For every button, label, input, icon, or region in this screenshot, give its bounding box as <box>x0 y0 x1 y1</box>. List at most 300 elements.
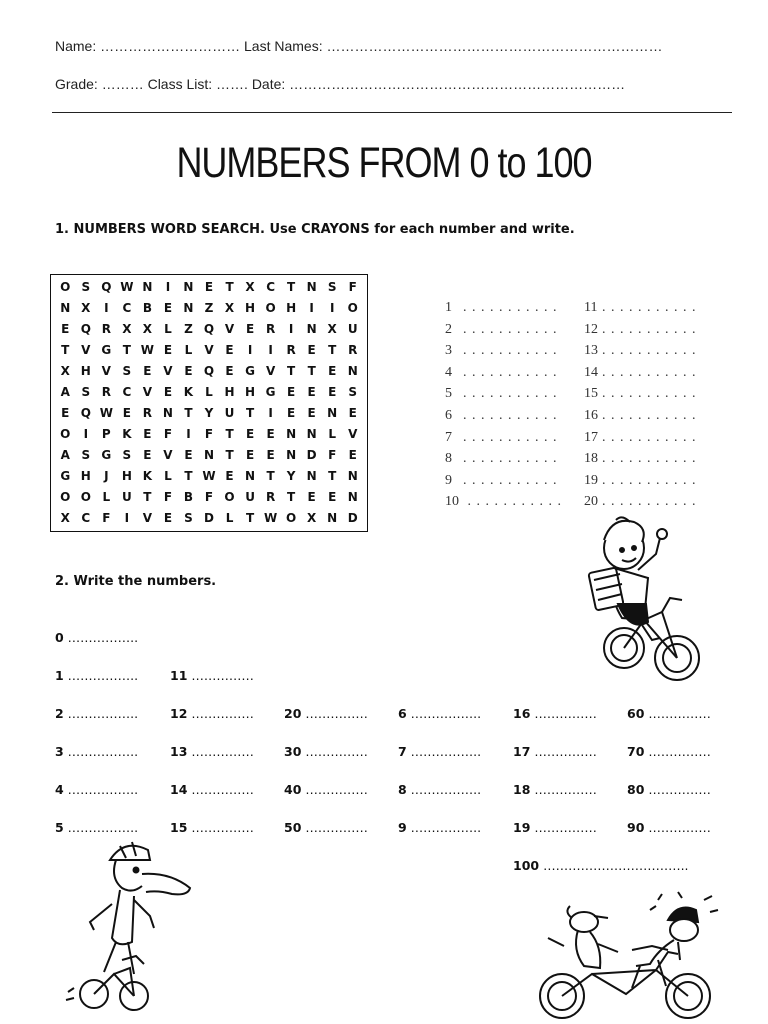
word-search-letter[interactable]: O <box>60 280 71 294</box>
write-number-blank[interactable]: …………… <box>530 820 597 835</box>
write-number-label: 0 <box>55 630 64 645</box>
write-number-item[interactable] <box>513 820 597 835</box>
write-number-blank[interactable]: …………….. <box>406 782 482 797</box>
write-number-item[interactable] <box>627 820 711 835</box>
word-search-letter[interactable]: E <box>122 406 131 420</box>
word-search-letter[interactable]: N <box>183 280 194 294</box>
write-number-item[interactable] <box>398 782 481 797</box>
word-search-letter[interactable]: K <box>122 427 132 441</box>
word-search-letter[interactable]: T <box>266 469 275 483</box>
word-search-letter[interactable]: W <box>140 343 155 357</box>
answer-blank-line[interactable] <box>584 300 697 316</box>
word-search-letter[interactable]: V <box>265 364 276 378</box>
word-search-letter[interactable]: A <box>60 448 70 462</box>
word-search-letter[interactable]: N <box>183 301 194 315</box>
word-search-letter[interactable]: Q <box>80 322 91 336</box>
word-search-letter[interactable]: F <box>163 427 173 441</box>
answer-blank-dots: . . . . . . . . . . . <box>463 494 562 510</box>
word-search-letter[interactable]: I <box>83 427 89 441</box>
write-number-label: 20 <box>284 706 302 721</box>
word-search-letter[interactable]: W <box>120 280 134 294</box>
write-number-blank[interactable]: …………… <box>644 706 711 721</box>
write-number-item[interactable] <box>55 820 138 835</box>
word-search-letter[interactable]: D <box>204 511 214 525</box>
write-number-blank[interactable]: …………… <box>644 782 711 797</box>
answer-blank-line[interactable] <box>445 494 562 510</box>
word-search-letter[interactable]: G <box>101 343 112 357</box>
word-search-letter[interactable]: I <box>247 343 253 357</box>
write-number-label: 8 <box>398 782 407 797</box>
write-number-blank[interactable]: …………… <box>301 820 368 835</box>
answer-blank-dots: . . . . . . . . . . . <box>463 472 558 488</box>
word-search-letter[interactable]: N <box>162 406 173 420</box>
word-search-letter[interactable]: E <box>307 385 316 399</box>
word-search-letter[interactable]: E <box>225 343 234 357</box>
word-search-letter[interactable]: E <box>61 406 70 420</box>
word-search-letter[interactable]: O <box>347 301 358 315</box>
answer-blank-number: 2 <box>445 321 452 337</box>
answer-blank-dots: . . . . . . . . . . . <box>602 364 697 380</box>
section2-heading: 2. Write the numbers. <box>55 574 217 589</box>
word-search-letter[interactable]: I <box>104 301 109 315</box>
write-number-label: 19 <box>513 820 531 835</box>
word-search-letter[interactable]: T <box>61 343 70 357</box>
word-search-letter[interactable]: N <box>347 469 358 483</box>
word-search-letter[interactable]: B <box>183 490 194 504</box>
write-number-item[interactable] <box>513 782 597 797</box>
word-search-letter[interactable]: F <box>204 490 214 504</box>
word-search-letter[interactable]: E <box>245 448 255 462</box>
answer-blank-dots: . . . . . . . . . . . <box>602 386 697 402</box>
word-search-letter[interactable]: I <box>329 301 335 315</box>
word-search-letter[interactable]: C <box>122 385 132 399</box>
word-search-letter[interactable]: L <box>328 427 337 441</box>
answer-blank-line[interactable] <box>445 365 558 381</box>
word-search-letter[interactable]: E <box>163 343 173 357</box>
word-search-letter[interactable]: F <box>163 490 173 504</box>
word-search-letter[interactable]: F <box>204 427 214 441</box>
word-search-letter[interactable]: H <box>245 301 256 315</box>
word-search-letter[interactable]: E <box>328 385 337 399</box>
word-search-letter[interactable]: R <box>265 322 276 336</box>
answer-blank-line[interactable] <box>445 300 558 316</box>
word-search-letter[interactable]: V <box>224 322 235 336</box>
word-search-letter[interactable]: S <box>81 385 91 399</box>
word-search-letter[interactable]: S <box>184 511 193 525</box>
word-search-letter[interactable]: F <box>102 511 111 525</box>
word-search-letter[interactable]: T <box>328 343 337 357</box>
write-number-item[interactable] <box>55 630 138 645</box>
write-number-blank[interactable]: …………… <box>530 706 597 721</box>
word-search-letter[interactable]: I <box>268 406 273 420</box>
write-number-item[interactable] <box>170 744 254 759</box>
word-search-letter[interactable]: Y <box>204 406 214 420</box>
word-search-letter[interactable]: O <box>224 490 235 504</box>
word-search-letter[interactable]: E <box>143 448 152 462</box>
word-search-letter[interactable]: E <box>143 364 152 378</box>
word-search-letter[interactable]: W <box>263 511 278 525</box>
write-number-item[interactable] <box>170 668 254 683</box>
write-number-item[interactable] <box>55 744 138 759</box>
word-search-letter[interactable]: I <box>288 322 294 336</box>
write-number-item[interactable] <box>55 668 138 683</box>
write-number-item[interactable] <box>284 782 368 797</box>
word-search-letter[interactable]: C <box>122 301 132 315</box>
word-search-letter[interactable]: N <box>60 301 71 315</box>
word-search-letter[interactable]: E <box>245 322 255 336</box>
tandem-bicycle-riders-icon <box>528 890 728 1024</box>
word-search-letter[interactable]: N <box>306 280 317 294</box>
word-search-letter[interactable]: G <box>265 385 276 399</box>
word-search-letter[interactable]: I <box>165 280 171 294</box>
word-search-letter[interactable]: T <box>143 490 152 504</box>
word-search-letter[interactable]: V <box>142 511 153 525</box>
word-search-letter[interactable]: V <box>348 427 358 441</box>
word-search-letter[interactable]: X <box>327 322 337 336</box>
word-search-letter[interactable]: R <box>348 343 358 357</box>
word-search-letter[interactable]: N <box>306 322 317 336</box>
write-number-label: 1 <box>55 668 64 683</box>
write-number-item[interactable] <box>513 744 597 759</box>
word-search-letter[interactable]: E <box>143 427 152 441</box>
word-search-letter[interactable]: X <box>245 280 255 294</box>
write-number-blank[interactable]: …………… <box>530 744 597 759</box>
word-search-letter[interactable]: L <box>102 490 111 504</box>
answer-blank-number: 11 <box>584 300 598 315</box>
word-search-letter[interactable]: S <box>81 280 91 294</box>
word-search-letter[interactable]: F <box>328 448 337 462</box>
answer-blank-line[interactable] <box>445 430 558 446</box>
write-number-label: 80 <box>627 782 645 797</box>
word-search-letter[interactable]: R <box>101 385 111 399</box>
word-search-letter[interactable]: V <box>204 343 214 357</box>
answer-blank-number: 16 <box>584 408 598 423</box>
word-search-letter[interactable]: X <box>81 301 91 315</box>
write-number-item[interactable] <box>627 744 711 759</box>
word-search-letter[interactable]: K <box>142 469 153 483</box>
word-search-letter[interactable]: U <box>224 406 235 420</box>
write-number-item[interactable] <box>398 744 481 759</box>
word-search-letter[interactable]: V <box>142 385 153 399</box>
word-search-letter[interactable]: U <box>245 490 255 504</box>
word-search-letter[interactable]: O <box>60 490 71 504</box>
write-number-blank[interactable]: …………… <box>644 820 711 835</box>
word-search-letter[interactable]: E <box>184 364 193 378</box>
word-search-letter[interactable]: E <box>225 469 234 483</box>
word-search-letter[interactable]: N <box>203 448 215 462</box>
word-search-letter[interactable]: H <box>286 301 297 315</box>
word-search-letter[interactable]: E <box>266 448 275 462</box>
word-search-letter[interactable]: E <box>163 301 173 315</box>
answer-blank-dots: . . . . . . . . . . . <box>602 494 697 510</box>
word-search-letter[interactable]: W <box>202 469 216 483</box>
write-number-blank[interactable]: …………….. <box>63 706 139 721</box>
word-search-letter[interactable]: L <box>205 385 213 399</box>
word-search-letter[interactable]: E <box>307 406 316 420</box>
word-search-letter[interactable]: I <box>124 511 130 525</box>
answer-blank-number: 12 <box>584 321 598 337</box>
word-search-letter[interactable]: N <box>142 280 153 294</box>
word-search-letter[interactable]: H <box>121 469 132 483</box>
answer-blank-line[interactable] <box>445 473 558 489</box>
answer-blank-number: 20 <box>584 494 598 510</box>
word-search-letter[interactable]: R <box>265 490 276 504</box>
word-search-letter[interactable]: S <box>348 385 358 399</box>
write-number-blank[interactable]: …………… <box>301 744 368 759</box>
write-number-blank[interactable]: …………….. <box>406 744 482 759</box>
word-search-letter[interactable]: X <box>142 322 153 336</box>
word-search-letter[interactable]: T <box>307 364 316 378</box>
word-search-letter[interactable]: N <box>306 469 317 483</box>
write-number-blank[interactable]: …………….. <box>406 706 482 721</box>
word-search-letter[interactable]: A <box>60 385 70 399</box>
answer-blank-line[interactable] <box>584 386 697 402</box>
answer-blank-number: 4 <box>445 364 452 380</box>
write-number-blank[interactable]: …………….. <box>63 668 139 683</box>
man-on-bicycle-icon <box>60 838 200 1018</box>
write-number-blank[interactable]: …………… <box>187 668 254 683</box>
write-number-item[interactable] <box>284 744 368 759</box>
word-search-letter[interactable]: L <box>184 343 193 357</box>
word-search-letter[interactable]: N <box>286 448 297 462</box>
answer-blank-line[interactable] <box>584 430 697 446</box>
word-search-letter[interactable]: H <box>245 385 256 399</box>
word-search-letter[interactable]: H <box>80 469 91 483</box>
word-search-letter[interactable]: J <box>104 469 109 483</box>
word-search-letter[interactable]: T <box>287 280 296 294</box>
write-number-item[interactable] <box>284 706 368 721</box>
write-number-label: 50 <box>284 820 302 835</box>
write-number-blank[interactable]: …………… <box>301 706 368 721</box>
write-number-item[interactable] <box>627 706 711 721</box>
name-line[interactable]: Name: ………………………… Last Names: ……………………………………………………………… <box>55 38 663 54</box>
word-search-letter[interactable]: C <box>81 511 91 525</box>
word-search-letter[interactable]: F <box>348 280 357 294</box>
write-number-blank[interactable]: …………….. <box>63 744 139 759</box>
word-search-letter[interactable]: E <box>61 322 70 336</box>
write-number-blank[interactable]: …………… <box>530 782 597 797</box>
word-search-letter[interactable]: N <box>286 427 297 441</box>
word-search-letter[interactable]: L <box>225 511 234 525</box>
answer-blank-dots: . . . . . . . . . . . <box>463 429 558 445</box>
answer-blank-line[interactable] <box>584 365 697 381</box>
word-search-letter[interactable]: Q <box>203 364 215 378</box>
word-search-letter[interactable]: X <box>60 511 70 525</box>
answer-blank-line[interactable] <box>445 322 558 338</box>
grade-line[interactable]: Grade: ……… Class List: ……. Date: ……………………………………………………………… <box>55 76 626 92</box>
answer-blank-line[interactable] <box>445 386 558 402</box>
word-search-letter[interactable]: E <box>287 406 296 420</box>
answer-blank-line[interactable] <box>445 451 558 467</box>
word-search-letter[interactable]: L <box>164 322 172 336</box>
write-number-item[interactable] <box>170 782 254 797</box>
word-search-letter[interactable]: V <box>163 364 173 378</box>
answer-blank-number: 13 <box>584 343 598 359</box>
write-number-item[interactable] <box>398 820 481 835</box>
word-search-letter[interactable]: W <box>99 406 113 420</box>
word-search-letter[interactable]: R <box>142 406 153 420</box>
write-number-label: 4 <box>55 782 64 797</box>
word-search-letter[interactable]: D <box>347 511 358 525</box>
word-search-letter[interactable]: O <box>60 427 71 441</box>
answer-blank-dots: . . . . . . . . . . . <box>463 408 558 423</box>
word-search-letter[interactable]: T <box>184 406 193 420</box>
word-search-letter[interactable]: G <box>101 448 112 462</box>
write-number-item[interactable] <box>513 706 597 721</box>
word-search-letter[interactable]: N <box>327 406 338 420</box>
write-number-label: 13 <box>170 744 188 759</box>
word-search-letter[interactable]: G <box>245 364 255 378</box>
word-search-letter[interactable]: T <box>122 343 131 357</box>
word-search-letter[interactable]: E <box>307 343 316 357</box>
write-number-blank[interactable]: …………… <box>187 744 254 759</box>
word-search-letter[interactable]: I <box>268 343 273 357</box>
write-number-blank[interactable]: …………… <box>187 782 254 797</box>
write-number-label: 12 <box>170 706 188 721</box>
word-search-letter[interactable]: P <box>101 427 111 441</box>
word-search-letter[interactable]: B <box>142 301 152 315</box>
word-search-letter[interactable]: Q <box>203 322 215 336</box>
write-number-item[interactable] <box>513 858 689 873</box>
word-search-letter[interactable]: U <box>347 322 358 336</box>
write-number-blank[interactable]: …………… <box>301 782 368 797</box>
write-number-label: 70 <box>627 744 645 759</box>
answer-blank-line[interactable] <box>584 451 697 467</box>
word-search-letter[interactable]: T <box>245 511 255 525</box>
word-search-letter[interactable]: S <box>122 448 132 462</box>
word-search-letter[interactable]: N <box>327 511 338 525</box>
word-search-letter[interactable]: X <box>60 364 70 378</box>
write-number-blank[interactable]: …………… <box>644 744 711 759</box>
write-number-label: 30 <box>284 744 302 759</box>
write-number-item[interactable] <box>55 706 138 721</box>
write-number-label: 18 <box>513 782 531 797</box>
word-search-letter[interactable]: E <box>204 280 214 294</box>
word-search-letter[interactable]: T <box>245 406 255 420</box>
word-search-letter[interactable]: H <box>224 385 235 399</box>
word-search-letter[interactable]: O <box>80 490 91 504</box>
word-search-letter[interactable]: E <box>163 511 173 525</box>
word-search-letter[interactable]: O <box>265 301 276 315</box>
word-search-letter[interactable]: E <box>163 385 173 399</box>
write-number-blank[interactable]: …………….. <box>63 820 139 835</box>
word-search-letter[interactable]: R <box>101 322 111 336</box>
write-number-label: 90 <box>627 820 645 835</box>
word-search-letter[interactable]: I <box>309 301 314 315</box>
answer-blank-dots: . . . . . . . . . . . <box>602 451 697 467</box>
word-search-letter[interactable]: V <box>81 343 91 357</box>
word-search-letter[interactable]: Y <box>286 469 296 483</box>
write-number-blank[interactable]: …………… <box>187 706 254 721</box>
word-search-letter[interactable]: E <box>307 490 316 504</box>
word-search-grid[interactable] <box>50 274 368 532</box>
word-search-letter[interactable]: K <box>183 385 194 399</box>
word-search-letter[interactable]: U <box>121 490 132 504</box>
write-number-item[interactable] <box>627 782 711 797</box>
word-search-letter[interactable]: T <box>287 364 296 378</box>
word-search-letter[interactable]: E <box>328 490 337 504</box>
write-number-blank[interactable]: …………………………….. <box>539 858 689 873</box>
word-search-letter[interactable]: T <box>225 427 234 441</box>
word-search-letter[interactable]: E <box>348 406 357 420</box>
write-number-item[interactable] <box>398 706 481 721</box>
word-search-letter[interactable]: C <box>266 280 275 294</box>
word-search-letter[interactable]: T <box>225 280 234 294</box>
word-search-letter[interactable]: O <box>286 511 297 525</box>
write-number-blank[interactable]: …………….. <box>63 782 139 797</box>
word-search-letter[interactable]: V <box>101 364 111 378</box>
write-number-item[interactable] <box>55 782 138 797</box>
word-search-letter[interactable]: Q <box>80 406 91 420</box>
write-number-item[interactable] <box>170 820 254 835</box>
answer-blank-dots: . . . . . . . . . . . <box>463 364 558 380</box>
write-number-label: 100 <box>513 858 540 873</box>
answer-blank-number: 3 <box>445 343 452 359</box>
answer-blank-number: 6 <box>445 408 452 423</box>
write-number-blank[interactable]: …………….. <box>406 820 482 835</box>
word-search-letter[interactable]: X <box>224 301 235 315</box>
word-search-letter[interactable]: N <box>347 490 358 504</box>
word-search-letter[interactable]: R <box>286 343 296 357</box>
answer-blank-line[interactable] <box>584 322 697 338</box>
word-search-letter[interactable]: Q <box>101 280 112 294</box>
answer-blank-line[interactable] <box>584 473 697 489</box>
word-search-letter[interactable]: S <box>122 364 132 378</box>
word-search-letter[interactable]: X <box>122 322 132 336</box>
word-search-letter[interactable]: N <box>347 364 358 378</box>
word-search-letter[interactable]: I <box>186 427 191 441</box>
word-search-letter[interactable]: E <box>266 427 275 441</box>
word-search-letter[interactable]: E <box>245 427 255 441</box>
word-search-letter[interactable]: Z <box>184 322 193 336</box>
word-search-letter[interactable]: T <box>184 469 193 483</box>
word-search-letter[interactable]: E <box>348 448 357 462</box>
word-search-letter[interactable]: T <box>287 490 296 504</box>
write-number-item[interactable] <box>284 820 368 835</box>
word-search-letter[interactable]: D <box>306 448 317 462</box>
write-number-item[interactable] <box>170 706 254 721</box>
word-search-letter[interactable]: V <box>163 448 173 462</box>
word-search-letter[interactable]: E <box>184 448 193 462</box>
word-search-letter[interactable]: N <box>306 427 317 441</box>
answer-blank-line[interactable] <box>584 343 697 359</box>
answer-blank-line[interactable] <box>445 343 558 359</box>
word-search-letter[interactable]: X <box>307 511 317 525</box>
word-search-letter[interactable]: L <box>164 469 172 483</box>
write-number-blank[interactable]: …………… <box>187 820 254 835</box>
word-search-letter[interactable]: T <box>225 448 234 462</box>
word-search-letter[interactable]: S <box>81 448 91 462</box>
word-search-letter[interactable]: G <box>60 469 71 483</box>
write-number-blank[interactable]: …………….. <box>63 630 139 645</box>
word-search-letter[interactable]: N <box>245 469 256 483</box>
word-search-letter[interactable]: T <box>328 469 337 483</box>
write-number-label: 40 <box>284 782 302 797</box>
answer-blank-line[interactable] <box>584 408 697 424</box>
word-search-letter[interactable]: E <box>225 364 234 378</box>
answer-blank-number: 14 <box>584 364 598 380</box>
word-search-letter[interactable]: H <box>80 364 91 378</box>
word-search-letter[interactable]: Z <box>204 301 214 315</box>
answer-blank-number: 1 <box>445 300 452 315</box>
word-search-letter[interactable]: E <box>328 364 337 378</box>
write-number-label: 2 <box>55 706 64 721</box>
answer-blank-line[interactable] <box>445 408 558 424</box>
answer-blank-number: 18 <box>584 451 598 467</box>
write-number-label: 6 <box>398 706 407 721</box>
word-search-letter[interactable]: E <box>287 385 296 399</box>
word-search-letter[interactable]: S <box>327 280 337 294</box>
